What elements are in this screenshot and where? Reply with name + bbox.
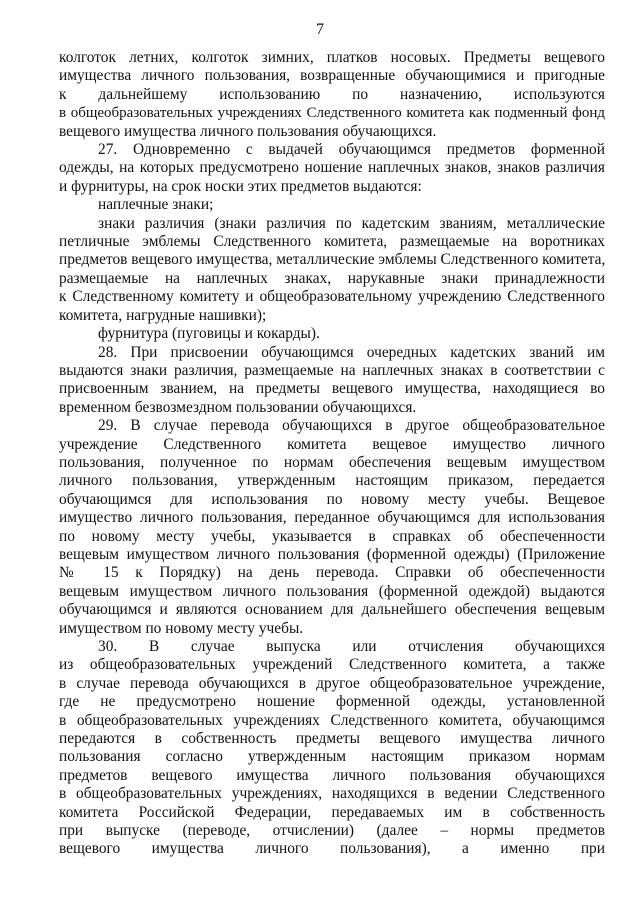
text-line: одежды, на которых предусмотрено ношение наплечных знаков, знаков различия — [59, 159, 605, 177]
text-line: вещевого имущества личного пользования), а именно при — [59, 840, 605, 858]
text-line: в общеобразовательных учреждениях Следственного комитета, обучающимся — [59, 711, 605, 729]
text-line: из общеобразовательных учреждений Следственного комитета, а также — [59, 656, 605, 674]
text-line: 30. В случае выпуска или отчисления обучающихся — [98, 638, 605, 655]
text-line: размещаемые на наплечных знаках, нарукавные знаки принадлежности — [59, 269, 605, 287]
text-line: имущества личного пользования, возвращенные обучающимися и пригодные — [59, 67, 605, 85]
text-line: наплечные знаки; — [98, 196, 214, 214]
text-line: имуществом по новому месту учебы. — [59, 619, 304, 637]
text-line: обучающимся для использования по новому месту учебы. Вещевое — [59, 490, 605, 508]
text-line: имущество личного пользования, переданное обучающимся для использования — [59, 509, 605, 527]
text-line: 29. В случае перевода обучающихся в другое общеобразовательное — [98, 417, 605, 435]
text-line: вещевого имущества личного пользования обучающихся. — [59, 122, 437, 140]
text-line: где не предусмотрено ношение форменной одежды, установленной — [59, 693, 605, 711]
text-line: 28. При присвоении обучающимся очередных кадетских званий им — [98, 343, 605, 361]
text-line: по новому месту учебы, указывается в справках об обеспеченности — [59, 527, 605, 545]
text-line: предметов вещевого имущества личного пользования обучающихся — [59, 766, 605, 784]
text-line: временном безвозмездном пользовании обучающихся. — [59, 398, 417, 416]
text-line: 27. Одновременно с выдачей обучающимся предметов форменной — [98, 141, 605, 159]
text-line: к Следственному комитету и общеобразовательному учреждению Следственного — [59, 288, 605, 306]
text-line: колготок летних, колготок зимних, платков носовых. Предметы вещевого — [59, 49, 605, 66]
text-line: в общеобразовательных учреждениях, находящихся в ведении Следственного — [59, 785, 605, 803]
text-line: передаются в собственность предметы вещевого имущества личного — [59, 730, 605, 748]
text-line: при выпуске (переводе, отчислении) (далее – нормы предметов — [59, 822, 605, 840]
text-line: обучающимся и являются основанием для дальнейшего обеспечения вещевым — [59, 601, 605, 619]
text-line: комитета Российской Федерации, передаваемых им в собственность — [59, 803, 605, 821]
text-line: присвоенным званием, на предметы вещевого имущества, находящиеся во — [59, 380, 605, 398]
text-line: учреждение Следственного комитета вещевое имущество личного — [59, 435, 605, 453]
text-line: знаки различия (знаки различия по кадетским званиям, металлические — [98, 214, 605, 232]
text-line: и фурнитуры, на срок носки этих предметов выдаются: — [59, 177, 422, 195]
text-line: пользования согласно утвержденным настоящим приказом нормам — [59, 748, 605, 766]
text-line: петличные эмблемы Следственного комитета, размещаемые на воротниках — [59, 233, 605, 251]
text-line: предметов вещевого имущества, металлические эмблемы Следственного комитета, — [59, 251, 605, 269]
text-line: вещевым имуществом личного пользования (форменной одежды) (Приложение — [59, 545, 605, 563]
page-number: 7 — [316, 21, 324, 38]
text-line: вещевым имуществом личного пользования (форменной одеждой) выдаются — [59, 582, 605, 600]
text-line: личного пользования, утвержденным настоящим приказом, передается — [59, 472, 605, 490]
text-line: пользования, полученное по нормам обеспечения вещевым имуществом — [59, 453, 605, 471]
text-line: в случае перевода обучающихся в другое общеобразовательное учреждение, — [59, 674, 605, 692]
text-line: к дальнейшему использованию по назначению, используются — [59, 85, 605, 103]
text-line: фурнитура (пуговицы и кокарды). — [98, 325, 320, 343]
document-body — [59, 49, 605, 859]
text-line: выдаются знаки различия, размещаемые на наплечных знаках в соответствии с — [59, 361, 605, 379]
text-line: в общеобразовательных учреждениях Следственного комитета как подменный фонд — [59, 105, 605, 122]
text-line: комитета, нагрудные нашивки); — [59, 306, 267, 324]
text-line: № 15 к Порядку) на день перевода. Справки об обеспеченности — [59, 564, 605, 582]
